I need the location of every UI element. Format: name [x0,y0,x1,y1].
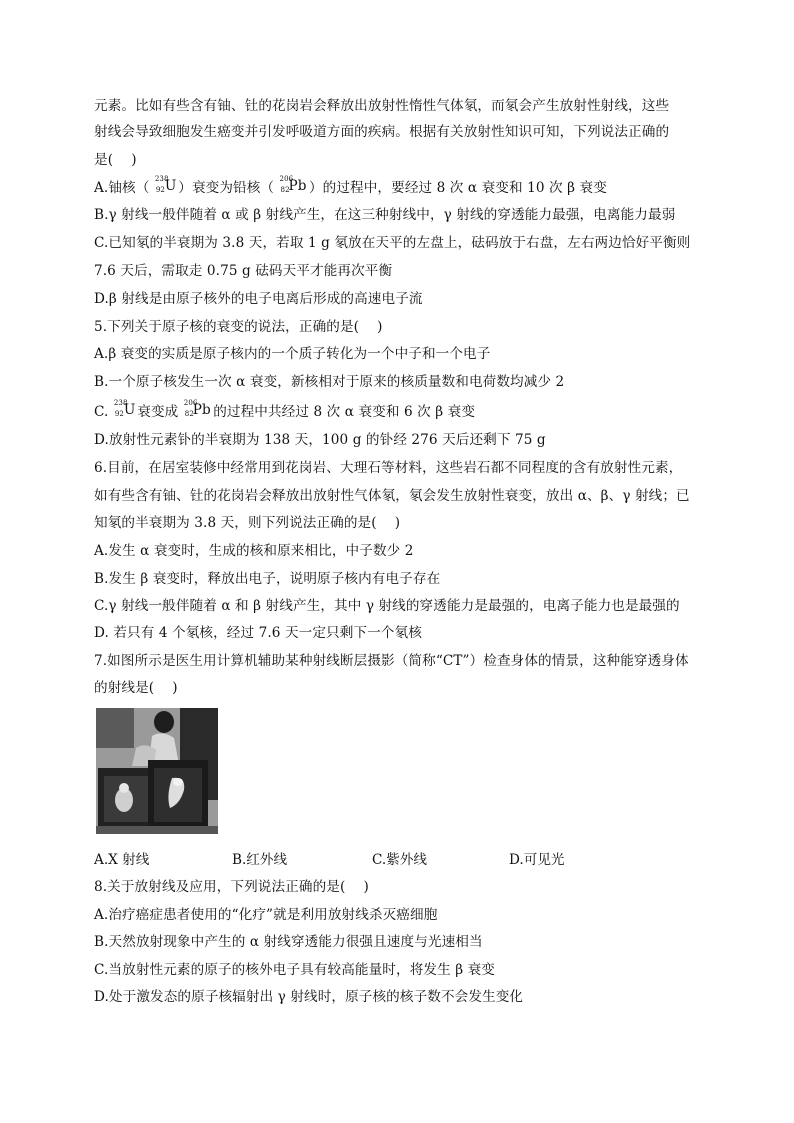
uranium-238-nuclide [154,175,177,195]
q5-option-c [94,401,714,422]
nuclide-symbol: Pb [192,402,211,418]
q4-option-a-part2: ）衰变为铅核（ [178,180,275,196]
nuclide-mass-number: 206 [279,175,294,183]
nuclide-mass-number: 238 [113,399,128,407]
q4-option-b: B.γ 射线一般伴随着 α 或 β 射线产生，在这三种射线中，γ 射线的穿透能力最强，电离能力最弱 [94,207,676,223]
q5-option-c-part2: 衰变成 [137,404,179,420]
nuclide-symbol: U [123,402,136,418]
q6-stem-line-2: 如有些含有铀、钍的花岗岩会释放出放射性气体氡，氡会发生放射性衰变，放出 α、β、γ 射线；已 [94,488,690,504]
q5-stem: 5.下列关于原子核的衰变的说法，正确的是( ) [94,319,383,335]
q5-option-d: D.放射性元素钋的半衰期为 138 天，100 g 的钋经 276 天后还剩下 75 g [94,432,546,448]
nuclide-symbol: Pb [288,178,307,194]
q7-stem-line-2: 的射线是( ) [94,680,178,696]
q5-option-c-part3: 的过程中共经过 8 次 α 衰变和 6 次 β 衰变 [213,404,476,420]
q4-option-c-line-1: C.已知氡的半衰期为 3.8 天，若取 1 g 氡放在天平的左盘上，砝码放于右盘，左右两边恰好平衡则 [94,235,691,251]
q6-stem-line-3: 知氡的半衰期为 3.8 天，则下列说法正确的是( ) [94,515,401,531]
ct-scan-photo-drawing [96,708,218,834]
q8-option-c: C.当放射性元素的原子的核外电子具有较高能量时，将发生 β 衰变 [94,962,495,978]
q7-option-b[interactable]: B.红外线 [232,852,288,868]
nuclide-atomic-number: 82 [184,410,194,418]
q5-option-a: A.β 衰变的实质是原子核内的一个质子转化为一个中子和一个电子 [94,346,491,362]
q7-option-a[interactable]: A.X 射线 [94,852,150,868]
nuclide-atomic-number: 92 [114,410,124,418]
q4-option-a [94,177,714,198]
lead-206-nuclide [279,175,307,195]
q8-stem: 8.关于放射线及应用，下列说法正确的是( ) [94,879,369,895]
q7-stem-line-1: 7.如图所示是医生用计算机辅助某种射线断层摄影（简称“CT”）检查身体的情景，这种能穿透身体 [94,653,689,669]
q8-option-b: B.天然放射现象中产生的 α 射线穿透能力很强且速度与光速相当 [94,934,483,950]
nuclide-symbol: U [164,178,177,194]
q4-stem-line-2: 射线会导致细胞发生癌变并引发呼吸道方面的疾病。根据有关放射性知识可知，下列说法正确的 [94,124,670,140]
q4-option-d: D.β 射线是由原子核外的电子电离后形成的高速电子流 [94,291,423,307]
q5-option-b: B.一个原子核发生一次 α 衰变，新核相对于原来的核质量数和电荷数均减少 2 [94,374,565,390]
q4-option-a-part3: ）的过程中，要经过 8 次 α 衰变和 10 次 β 衰变 [308,180,607,196]
uranium-238-nuclide [113,399,136,419]
q6-option-d: D. 若只有 4 个氡核，经过 7.6 天一定只剩下一个氡核 [94,625,422,641]
nuclide-mass-number: 238 [154,175,169,183]
q4-stem-line-1: 元素。比如有些含有铀、钍的花岗岩会释放出放射性惰性气体氡，而氡会产生放射性射线，这些 [94,98,670,114]
q7-option-d[interactable]: D.可见光 [509,852,565,868]
q4-option-a-part1: A.铀核（ [94,180,150,196]
nuclide-atomic-number: 82 [280,186,290,194]
q7-option-c[interactable]: C.紫外线 [372,852,428,868]
q6-option-c: C.γ 射线一般伴随着 α 和 β 射线产生，其中 γ 射线的穿透能力是最强的，电离子能力也是最强的 [94,598,680,614]
q6-option-b: B.发生 β 衰变时，释放出电子，说明原子核内有电子存在 [94,571,441,587]
q4-option-c-line-2: 7.6 天后，需取走 0.75 g 砝码天平才能再次平衡 [94,263,393,279]
lead-206-nuclide [183,399,211,419]
q5-option-c-part1: C. [94,404,109,420]
q8-option-a: A.治疗癌症患者使用的“化疗”就是利用放射线杀灭癌细胞 [94,907,438,923]
q6-option-a: A.发生 α 衰变时，生成的核和原来相比，中子数少 2 [94,543,414,559]
ct-scan-photo [96,708,218,834]
nuclide-atomic-number: 92 [155,186,165,194]
q8-option-d: D.处于激发态的原子核辐射出 γ 射线时，原子核的核子数不会发生变化 [94,989,524,1005]
q7-options [94,850,694,870]
q6-stem-line-1: 6.目前，在居室装修中经常用到花岗岩、大理石等材料，这些岩石都不同程度的含有放射性元素， [94,460,683,476]
nuclide-mass-number: 206 [183,399,198,407]
q4-stem-line-3: 是( ) [94,152,137,168]
